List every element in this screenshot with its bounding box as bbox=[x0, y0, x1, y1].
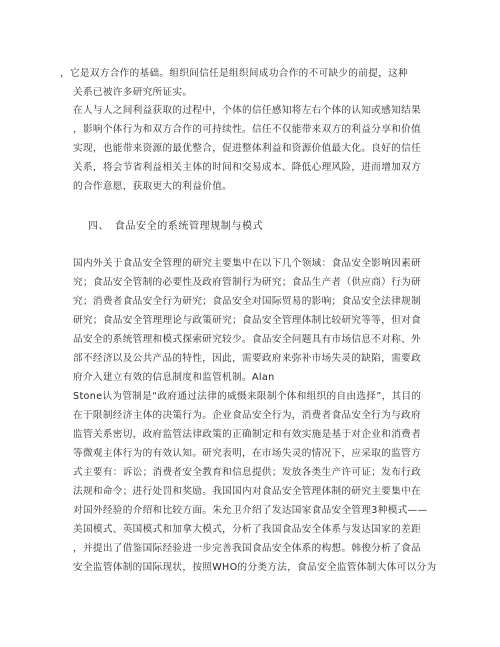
section-heading: 四、 食品安全的系统管理规制与模式 bbox=[88, 221, 264, 232]
text-line: 部不经济以及公共产品的特性，因此，需要政府来弥补市场失灵的缺陷，需要政 bbox=[73, 353, 422, 364]
text-line: 监管关系密切，政府监管法律政策的正确制定和有效实施是基于对企业和消费者 bbox=[73, 429, 422, 440]
text-line: 安全监管体制的国际现状，按照WHO的分类方法，食品安全监管体制大体可以分为 bbox=[73, 562, 437, 573]
text-line: ，它是双方合作的基础。组织间信任是组织间成功合作的不可缺少的前提，这种 bbox=[60, 68, 409, 79]
text-line: 美国模式、英国模式和加拿大模式，分析了我国食品安全体系与发达国家的差距 bbox=[73, 524, 422, 535]
text-line: 的合作意愿，获取更大的利益价值。 bbox=[73, 181, 233, 192]
text-line: 法规和命令；进行处罚和奖励。我国国内对食品安全管理体制的研究主要集中在 bbox=[73, 486, 422, 497]
text-line: 实现，也能带来资源的最优整合，促进整体利益和资源价值最大化。良好的信任 bbox=[73, 143, 422, 154]
text-line: 研究；食品安全管理理论与政策研究；食品安全管理体制比较研究等等，但对食 bbox=[73, 315, 422, 326]
text-line: 品安全的系统管理和模式探索研究较少。食品安全问题具有市场信息不对称、外 bbox=[73, 334, 422, 345]
text-line: 在人与人之间利益获取的过程中，个体的信任感知将左右个体的认知或感知结果 bbox=[73, 105, 422, 116]
text-line: ，并提出了借鉴国际经验进一步完善我国食品安全体系的构想。韩俊分析了食品 bbox=[73, 543, 422, 554]
text-line: 国内外关于食品安全管理的研究主要集中在以下几个领域：食品安全影响因素研 bbox=[73, 258, 422, 269]
text-line: 式主要有：诉讼；消费者安全教育和信息提供；发放各类生产许可证；发布行政 bbox=[73, 467, 422, 478]
text-line: 府介入建立有效的信息制度和监管机制。Alan bbox=[73, 372, 275, 383]
text-line: 对国外经验的介绍和比较方面。朱允卫介绍了发达国家食品安全管理3种模式—— bbox=[73, 505, 428, 516]
text-line: ，影响个体行为和双方合作的可持续性。信任不仅能带来双方的利益分享和价值 bbox=[73, 124, 422, 135]
text-line: 在于限制经济主体的决策行为。企业食品安全行为，消费者食品安全行为与政府 bbox=[73, 410, 422, 421]
text-line: 关系已被许多研究所证实。 bbox=[73, 87, 193, 98]
text-line: 究；消费者食品安全行为研究；食品安全对国际贸易的影响；食品安全法律规制 bbox=[73, 296, 422, 307]
text-line: 等微观主体行为的有效认知。研究表明，在市场失灵的情况下，应采取的监管方 bbox=[73, 448, 422, 459]
text-line: Stone认为管制是“政府通过法律的威慑来限制个体和组织的自由选择”，其目的 bbox=[73, 391, 422, 402]
text-line: 究；食品安全管制的必要性及政府管制行为研究；食品生产者（供应商）行为研 bbox=[73, 277, 422, 288]
text-line: 关系，将会节省利益相关主体的时间和交易成本、降低心理风险，进而增加双方 bbox=[73, 162, 422, 173]
